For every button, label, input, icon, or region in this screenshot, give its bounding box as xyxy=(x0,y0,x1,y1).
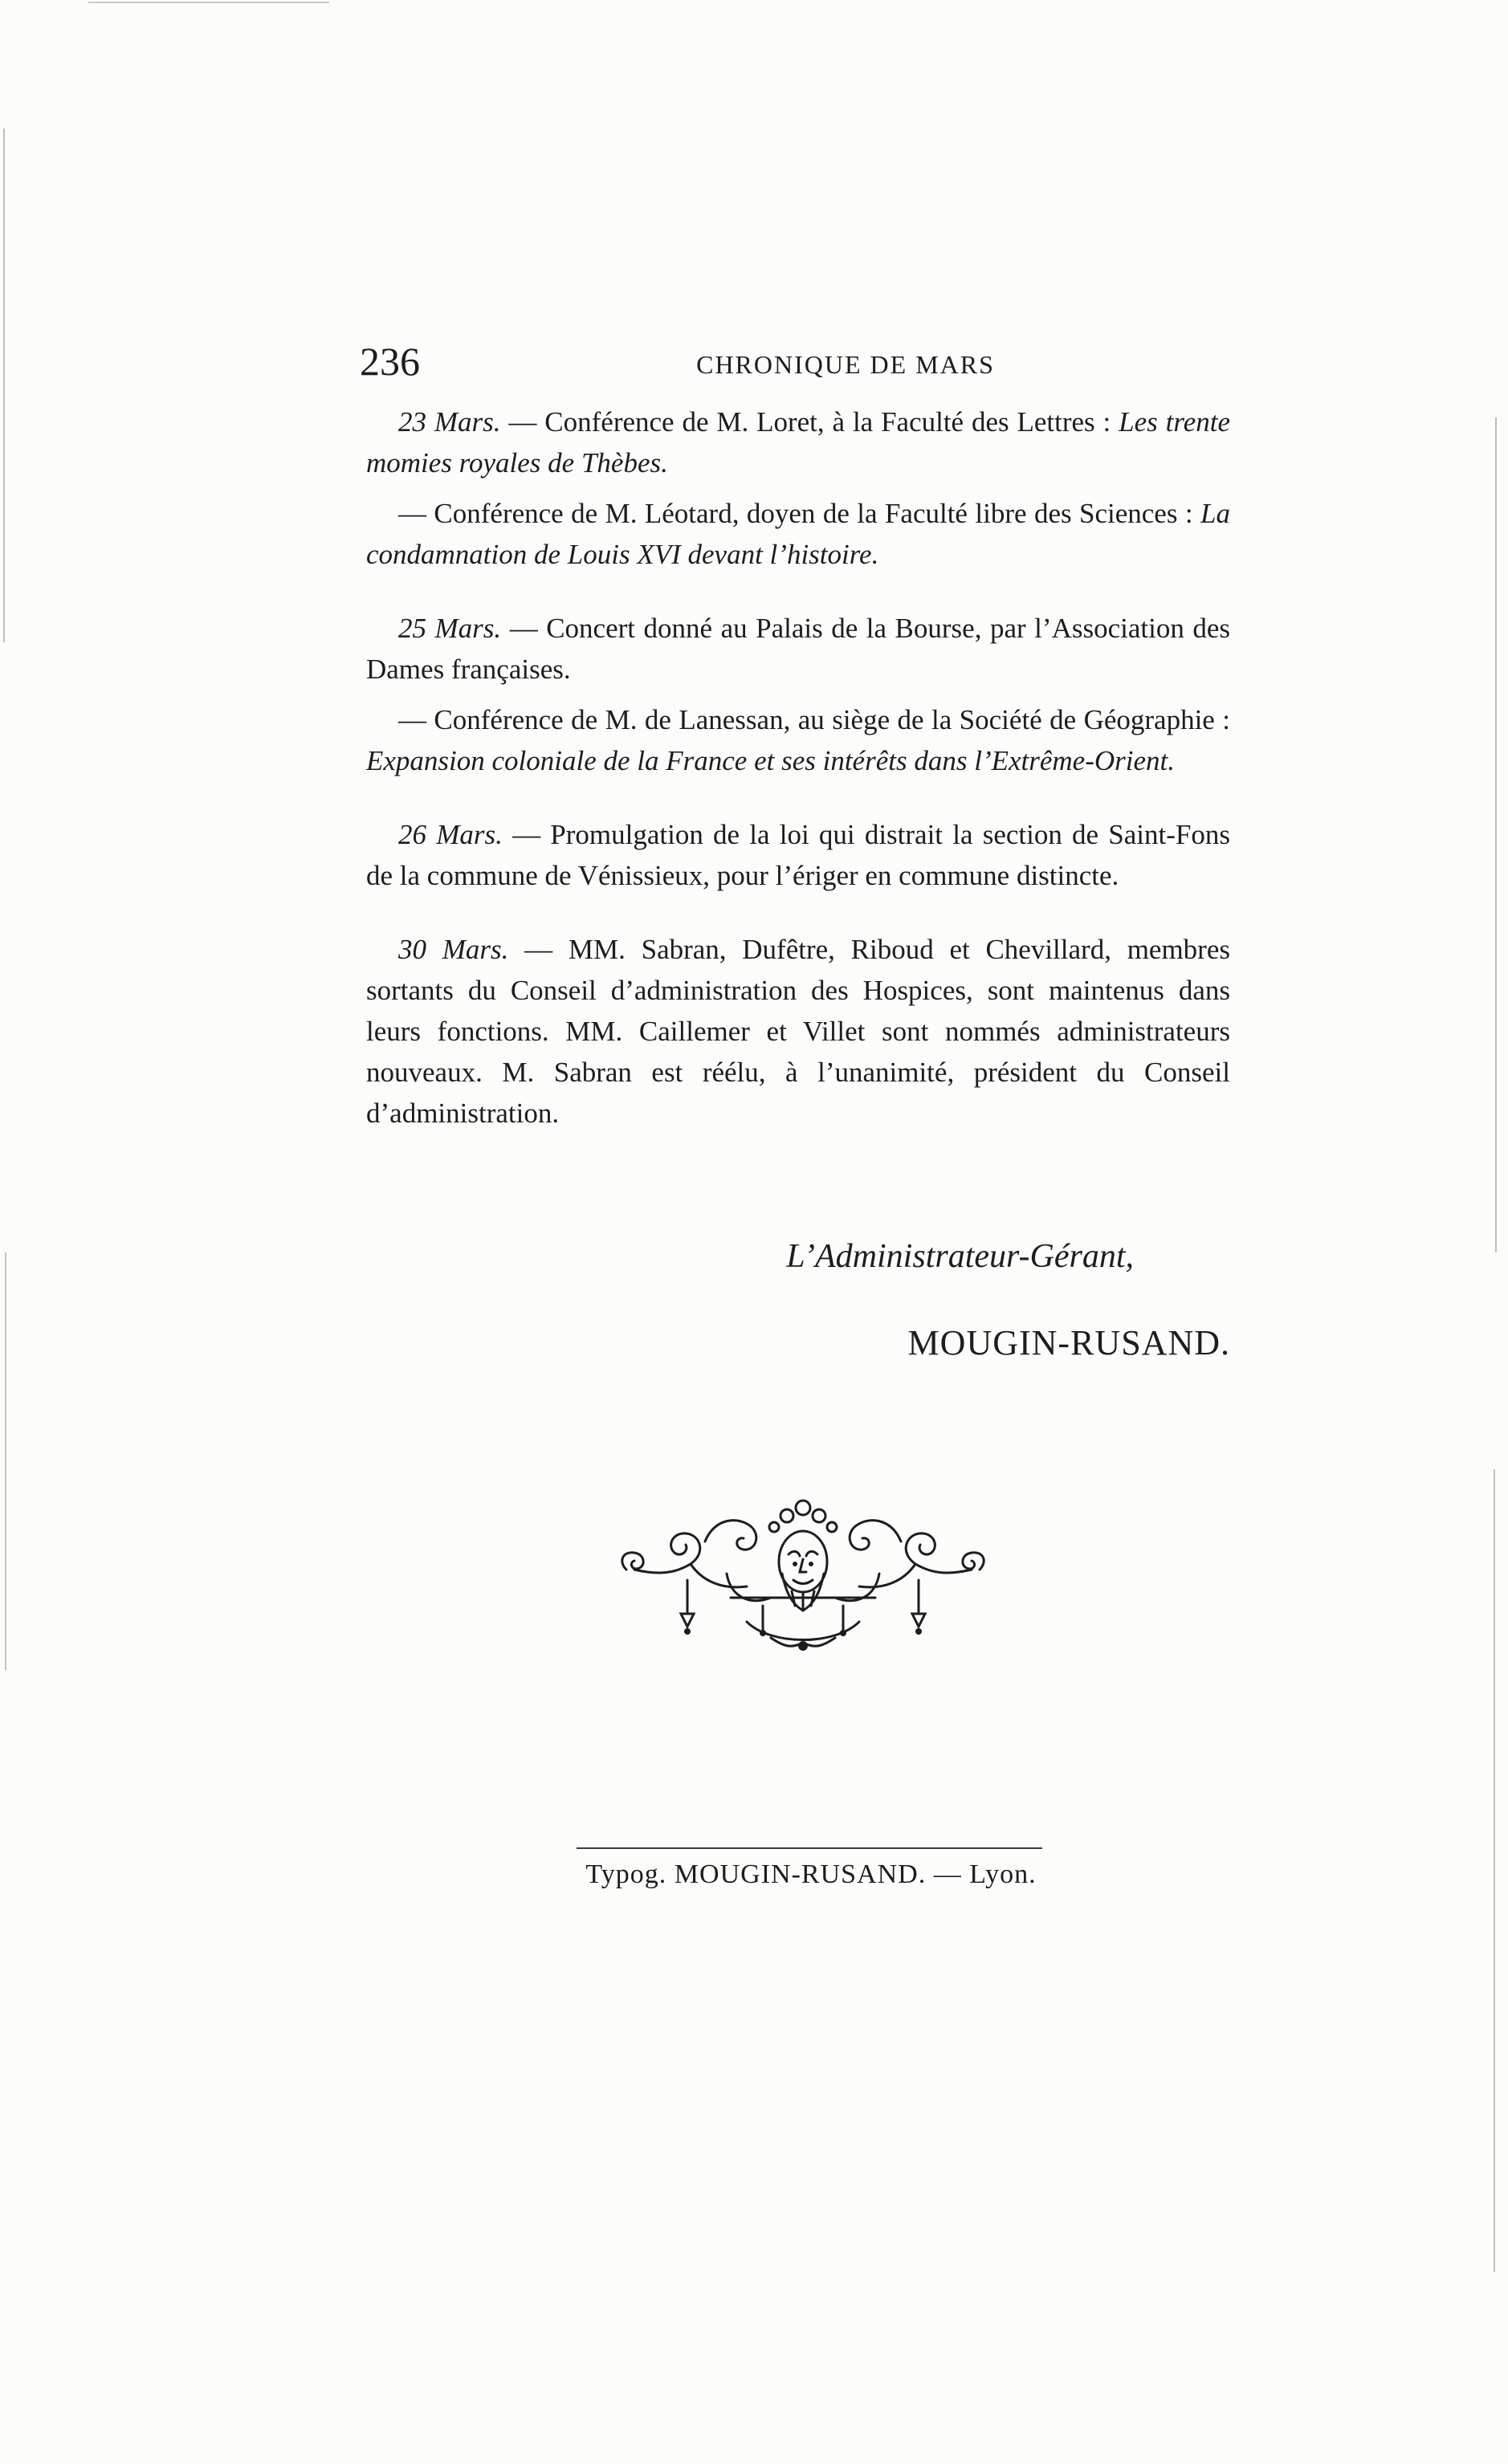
entry-date: 30 Mars. xyxy=(398,934,509,965)
entry-text: — MM. Sabran, Dufêtre, Riboud et Chevillard, membres sortants du Conseil d’administration des Hospices, sont maintenus dans leurs fonctions. MM. Caillemer et Villet sont nommés administrateurs nouveaux. M. Sabran est réélu, à l’unanimité, président du Conseil d’administration. xyxy=(366,934,1230,1129)
entry-text: — Promulgation de la loi qui distrait la section de Saint-Fons de la commune de Vénissieux, pour l’ériger en commune distincte. xyxy=(366,819,1230,891)
right-scan-edge xyxy=(1495,417,1497,1252)
right-scan-edge-lower xyxy=(1494,1469,1495,2272)
left-scan-edge xyxy=(3,128,5,642)
chronicle-entry xyxy=(366,814,1230,896)
signature-block xyxy=(723,1232,1230,1367)
entry-group-25-mars xyxy=(366,608,1230,781)
chronicle-entry xyxy=(366,401,1230,483)
chronicle-text xyxy=(366,401,1230,1134)
imprint-rule xyxy=(577,1847,1042,1849)
printer-imprint: Typog. MOUGIN-RUSAND. — Lyon. xyxy=(585,1859,1037,1889)
left-scan-edge-lower xyxy=(5,1252,6,1670)
chronicle-entry xyxy=(366,608,1230,690)
entry-text: — Conférence de M. Loret, à la Faculté des Lettres : xyxy=(500,406,1119,438)
entry-date: 23 Mars. xyxy=(398,406,501,438)
ornamental-head-vignette-icon xyxy=(610,1485,996,1662)
entry-date: 26 Mars. xyxy=(398,819,503,850)
entry-text: — Conférence de M. Léotard, doyen de la Faculté libre des Sciences : xyxy=(398,498,1201,529)
entry-title: Expansion coloniale de la France et ses intérêts dans l’Extrême-Orient. xyxy=(366,745,1175,776)
chronicle-entry xyxy=(366,929,1230,1134)
signature-name: MOUGIN-RUSAND. xyxy=(907,1323,1230,1362)
signature-role: L’Administrateur-Gérant, xyxy=(786,1238,1134,1275)
running-head: CHRONIQUE DE MARS xyxy=(696,350,995,379)
page-number: 236 xyxy=(360,339,420,384)
entry-title: La condamnation de Louis XVI devant l’histoire. xyxy=(366,498,1230,570)
entry-text: — Concert donné au Palais de la Bourse, par l’Association des Dames françaises. xyxy=(366,613,1230,685)
top-scan-edge xyxy=(88,2,329,3)
entry-group-23-mars xyxy=(366,401,1230,575)
chronicle-entry xyxy=(366,493,1230,575)
entry-date: 25 Mars. xyxy=(398,613,502,644)
page-header xyxy=(360,337,1227,390)
entry-title: Les trente momies royales de Thèbes. xyxy=(366,406,1230,479)
entry-group-26-mars xyxy=(366,814,1230,896)
entry-group-30-mars xyxy=(366,929,1230,1134)
chronicle-entry xyxy=(366,699,1230,781)
entry-text: — Conférence de M. de Lanessan, au siège de la Société de Géographie : xyxy=(398,704,1230,735)
